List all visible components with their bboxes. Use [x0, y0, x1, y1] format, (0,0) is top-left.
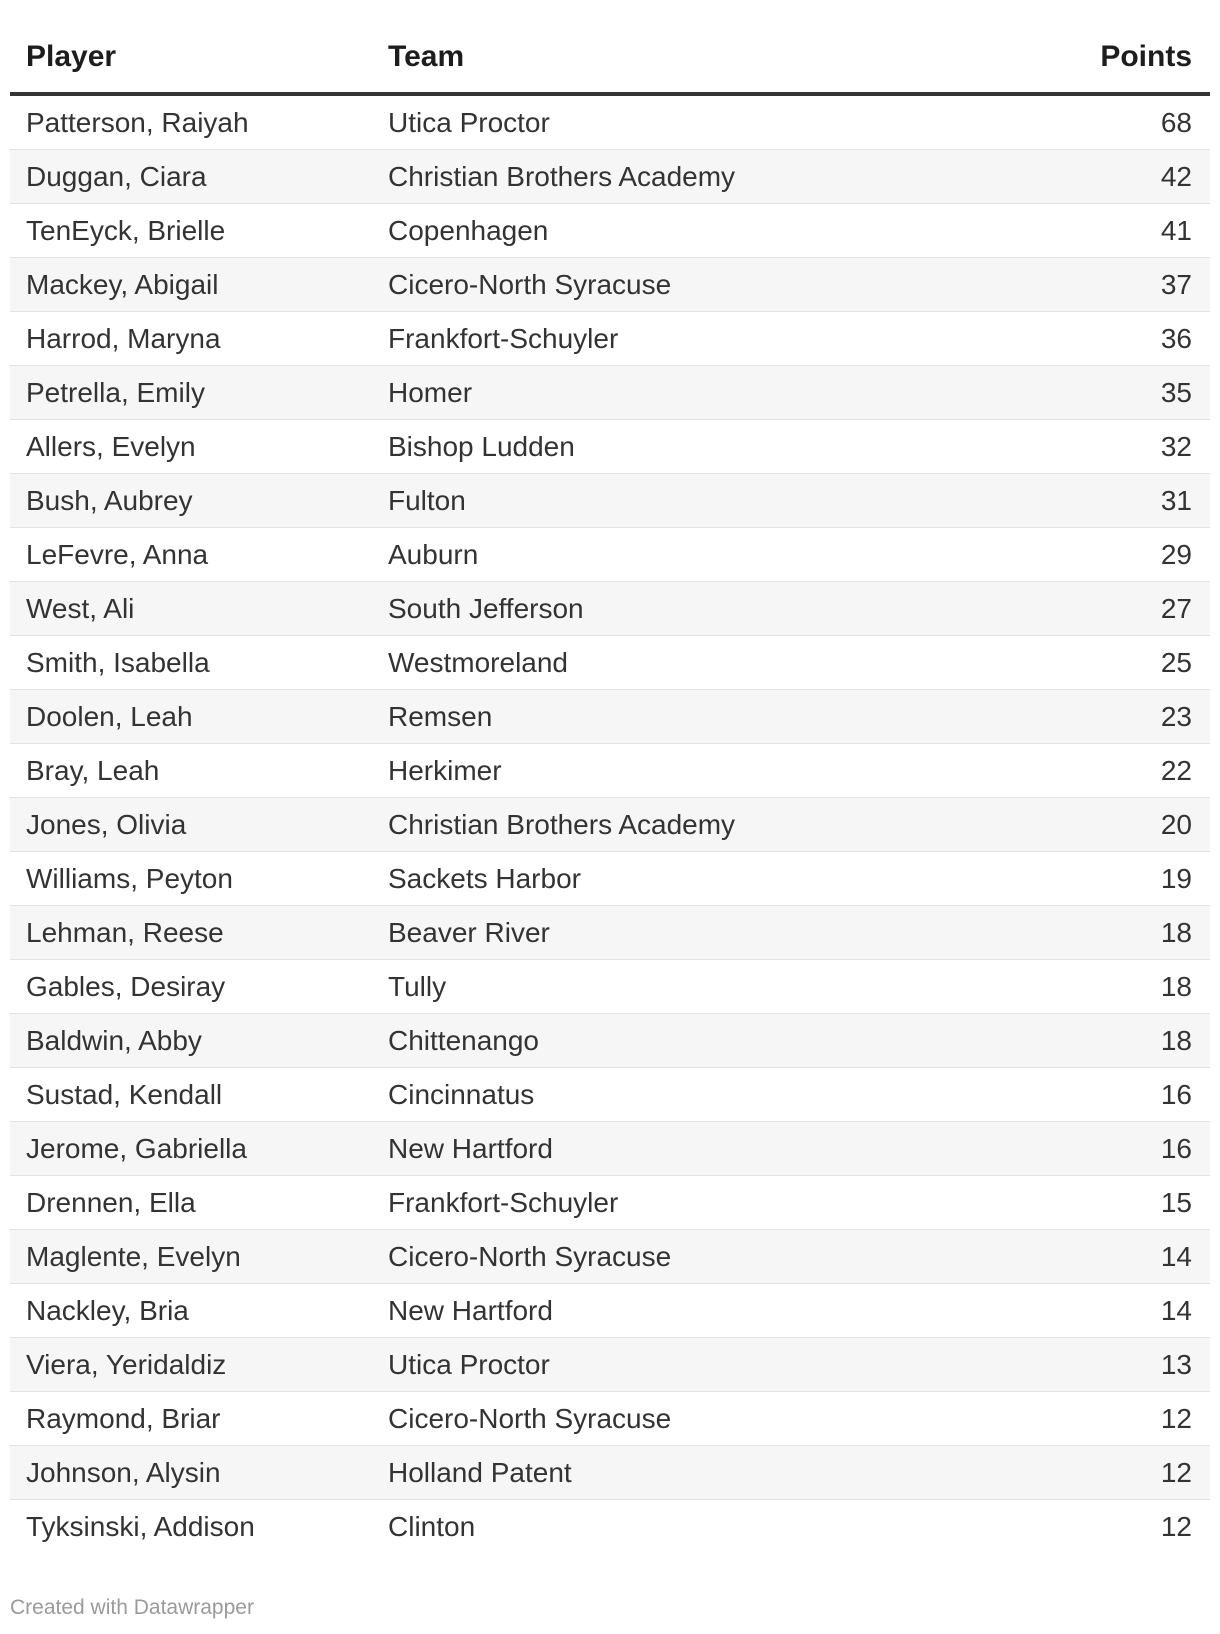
column-header-player[interactable]: Player [26, 40, 117, 73]
cell-team: Cicero-North Syracuse [388, 1402, 672, 1434]
cell-team: Frankfort-Schuyler [388, 322, 619, 354]
table-row [10, 474, 1210, 528]
cell-points: 16 [1160, 1078, 1192, 1110]
table-row [10, 1014, 1210, 1068]
table-row [10, 960, 1210, 1014]
cell-team: Beaver River [388, 916, 550, 948]
table-row [10, 1068, 1210, 1122]
cell-points: 19 [1160, 862, 1192, 894]
cell-points: 29 [1160, 538, 1192, 570]
cell-team: Homer [388, 376, 473, 408]
cell-points: 31 [1160, 484, 1192, 516]
cell-points: 18 [1160, 970, 1192, 1002]
cell-points: 14 [1160, 1240, 1192, 1272]
table-row [10, 690, 1210, 744]
cell-player: Maglente, Evelyn [26, 1240, 241, 1272]
cell-team: Herkimer [388, 754, 502, 786]
cell-team: New Hartford [388, 1132, 553, 1164]
cell-team: Cicero-North Syracuse [388, 268, 672, 300]
cell-team: Cicero-North Syracuse [388, 1240, 672, 1272]
cell-points: 27 [1160, 592, 1192, 624]
cell-player: Johnson, Alysin [26, 1456, 221, 1488]
cell-points: 68 [1160, 106, 1192, 138]
cell-player: West, Ali [26, 592, 135, 624]
cell-team: Fulton [388, 484, 466, 516]
cell-player: Baldwin, Abby [26, 1024, 202, 1056]
cell-team: Sackets Harbor [388, 862, 581, 894]
cell-team: Clinton [388, 1511, 476, 1542]
cell-team: Chittenango [388, 1024, 540, 1056]
cell-points: 14 [1160, 1294, 1192, 1326]
cell-player: LeFevre, Anna [26, 538, 209, 570]
cell-player: TenEyck, Brielle [26, 214, 226, 246]
table-row [10, 420, 1210, 474]
cell-team: Bishop Ludden [388, 430, 575, 462]
data-table [10, 0, 1210, 1554]
cell-player: Bush, Aubrey [26, 484, 193, 516]
cell-team: New Hartford [388, 1294, 553, 1326]
footer-credit: Created with Datawrapper [10, 1596, 254, 1619]
table-row [10, 1176, 1210, 1230]
cell-player: Gables, Desiray [26, 970, 226, 1002]
cell-player: Bray, Leah [26, 754, 160, 786]
table-row [10, 906, 1210, 960]
cell-player: Jerome, Gabriella [26, 1132, 247, 1164]
column-header-points[interactable]: Points [1100, 40, 1192, 73]
cell-player: Lehman, Reese [26, 916, 224, 948]
table-row [10, 582, 1210, 636]
cell-points: 25 [1160, 646, 1192, 678]
table-header [10, 0, 1210, 96]
cell-team: Tully [388, 970, 447, 1002]
cell-player: Sustad, Kendall [26, 1078, 223, 1110]
cell-player: Drennen, Ella [26, 1186, 196, 1218]
cell-team: Westmoreland [388, 646, 569, 678]
cell-points: 20 [1160, 808, 1192, 840]
cell-points: 12 [1160, 1511, 1192, 1542]
cell-team: Utica Proctor [388, 1348, 550, 1380]
cell-team: Remsen [388, 700, 493, 732]
table-body [10, 96, 1210, 1554]
table-row [10, 258, 1210, 312]
cell-points: 12 [1160, 1456, 1192, 1488]
cell-player: Doolen, Leah [26, 700, 193, 732]
table-row [10, 1500, 1210, 1554]
cell-points: 12 [1160, 1402, 1192, 1434]
cell-team: Frankfort-Schuyler [388, 1186, 619, 1218]
table-row [10, 744, 1210, 798]
table-row [10, 636, 1210, 690]
cell-player: Petrella, Emily [26, 376, 205, 408]
cell-team: Cincinnatus [388, 1078, 535, 1110]
table-row [10, 1122, 1210, 1176]
cell-points: 41 [1160, 214, 1192, 246]
cell-player: Patterson, Raiyah [26, 106, 249, 138]
cell-player: Duggan, Ciara [26, 160, 207, 192]
table-row [10, 852, 1210, 906]
cell-player: Smith, Isabella [26, 646, 210, 678]
cell-points: 22 [1160, 754, 1192, 786]
cell-points: 42 [1160, 160, 1192, 192]
table-row [10, 1446, 1210, 1500]
cell-team: Auburn [388, 538, 479, 570]
cell-player: Viera, Yeridaldiz [26, 1348, 227, 1380]
cell-points: 18 [1160, 916, 1192, 948]
cell-player: Nackley, Bria [26, 1294, 189, 1326]
cell-points: 32 [1160, 430, 1192, 462]
cell-team: South Jefferson [388, 592, 584, 624]
cell-player: Mackey, Abigail [26, 268, 219, 300]
table-row [10, 1338, 1210, 1392]
cell-points: 18 [1160, 1024, 1192, 1056]
cell-points: 37 [1160, 268, 1192, 300]
cell-player: Jones, Olivia [26, 808, 187, 840]
cell-player: Allers, Evelyn [26, 430, 196, 462]
table-row [10, 150, 1210, 204]
cell-points: 15 [1160, 1186, 1192, 1218]
table-row [10, 1230, 1210, 1284]
table-row [10, 366, 1210, 420]
cell-player: Harrod, Maryna [26, 322, 221, 354]
cell-team: Holland Patent [388, 1456, 572, 1488]
cell-player: Raymond, Briar [26, 1402, 221, 1434]
cell-points: 13 [1160, 1348, 1192, 1380]
table-row [10, 204, 1210, 258]
cell-points: 35 [1160, 376, 1192, 408]
table-row [10, 1284, 1210, 1338]
cell-team: Utica Proctor [388, 106, 550, 138]
table-row [10, 312, 1210, 366]
column-header-team[interactable]: Team [388, 40, 465, 73]
cell-player: Tyksinski, Addison [26, 1511, 255, 1542]
table-row [10, 96, 1210, 150]
table-row [10, 798, 1210, 852]
table-row [10, 528, 1210, 582]
cell-team: Christian Brothers Academy [388, 160, 736, 192]
cell-player: Williams, Peyton [26, 862, 233, 894]
cell-team: Christian Brothers Academy [388, 808, 736, 840]
cell-points: 16 [1160, 1132, 1192, 1164]
cell-team: Copenhagen [388, 214, 549, 246]
cell-points: 36 [1160, 322, 1192, 354]
cell-points: 23 [1160, 700, 1192, 732]
table-row [10, 1392, 1210, 1446]
